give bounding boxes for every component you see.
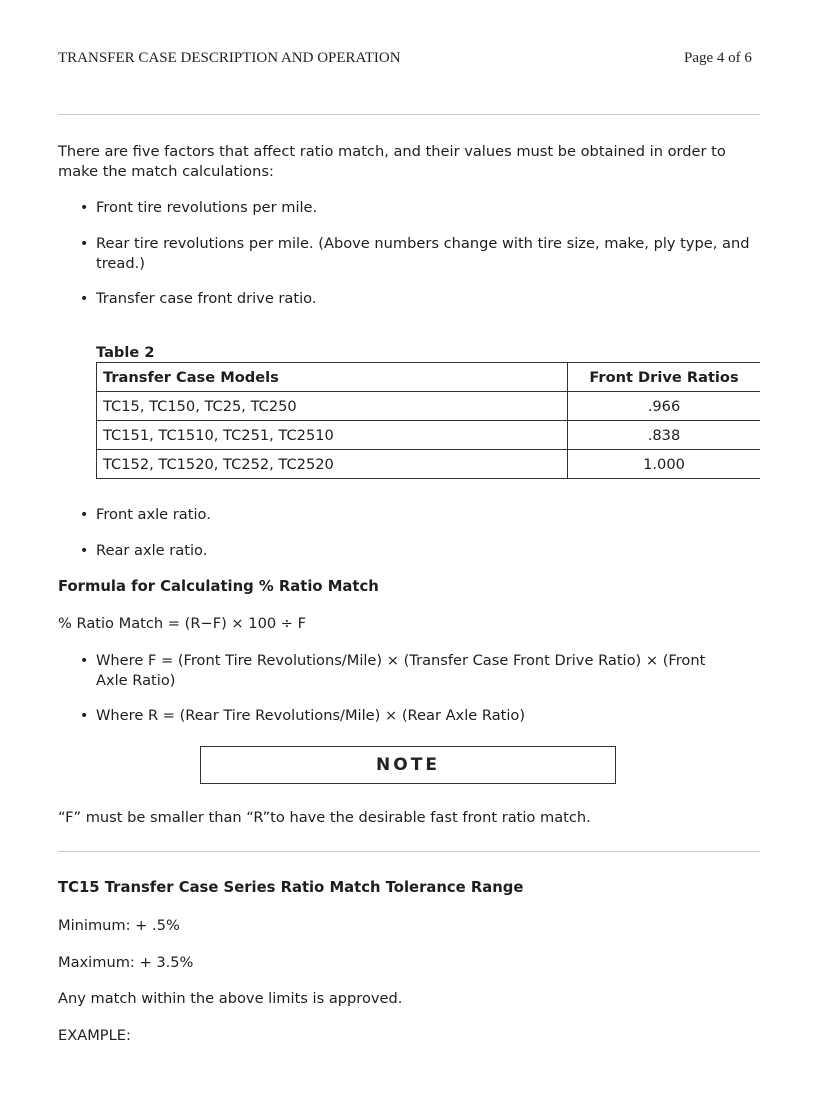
bullet-icon: • <box>80 507 89 523</box>
bullet-icon: • <box>80 543 89 559</box>
bullet-icon: • <box>80 236 89 252</box>
list-item: • Rear axle ratio. <box>80 542 208 559</box>
page-number: Page 4 of 6 <box>684 50 752 66</box>
tolerance-minimum: Minimum: + .5% <box>58 917 180 934</box>
list-item: • Where R = (Rear Tire Revolutions/Mile) × (Rear Axle Ratio) <box>80 707 526 724</box>
model-cell: TC15, TC150, TC25, TC250 <box>97 392 568 421</box>
approval-statement: Any match within the above limits is approved. <box>58 990 403 1007</box>
list-item: • Front tire revolutions per mile. <box>80 199 318 216</box>
intro-paragraph: There are five factors that affect ratio match, and their values must be obtained in order to make the match calculations: <box>58 143 726 180</box>
bullet-icon: • <box>80 291 89 307</box>
table-row <box>97 450 761 479</box>
list-item: • Front axle ratio. <box>80 506 211 523</box>
column-header-models: Transfer Case Models <box>97 363 568 392</box>
document-title: TRANSFER CASE DESCRIPTION AND OPERATION <box>58 50 401 66</box>
ratio-cell: .966 <box>568 392 761 421</box>
bullet-icon: • <box>80 708 89 724</box>
formula-heading: Formula for Calculating % Ratio Match <box>58 578 379 595</box>
table-caption: Table 2 <box>96 344 155 361</box>
table-header-row <box>97 363 761 392</box>
list-item: • Where F = (Front Tire Revolutions/Mile) × (Transfer Case Front Drive Ratio) × (Front Axle Ratio) <box>80 652 706 689</box>
list-item: • Transfer case front drive ratio. <box>80 290 317 307</box>
note-text: “F” must be smaller than “R”to have the desirable fast front ratio match. <box>58 809 591 826</box>
table-row <box>97 392 761 421</box>
table-row <box>97 421 761 450</box>
model-cell: TC151, TC1510, TC251, TC2510 <box>97 421 568 450</box>
tolerance-maximum: Maximum: + 3.5% <box>58 954 194 971</box>
bullet-icon: • <box>80 653 89 669</box>
section-divider <box>58 851 760 852</box>
model-cell: TC152, TC1520, TC252, TC2520 <box>97 450 568 479</box>
list-item: • Rear tire revolutions per mile. (Above numbers change with tire size, make, ply type, and tread.) <box>80 235 750 272</box>
ratio-cell: 1.000 <box>568 450 761 479</box>
header-divider <box>58 114 760 115</box>
tolerance-heading: TC15 Transfer Case Series Ratio Match Tolerance Range <box>58 879 524 896</box>
column-header-ratios: Front Drive Ratios <box>568 363 761 392</box>
ratio-cell: .838 <box>568 421 761 450</box>
bullet-icon: • <box>80 200 89 216</box>
example-label: EXAMPLE: <box>58 1027 131 1044</box>
note-box: NOTE <box>200 746 616 784</box>
front-drive-ratio-table <box>96 362 760 479</box>
formula-equation: % Ratio Match = (R−F) × 100 ÷ F <box>58 615 307 632</box>
